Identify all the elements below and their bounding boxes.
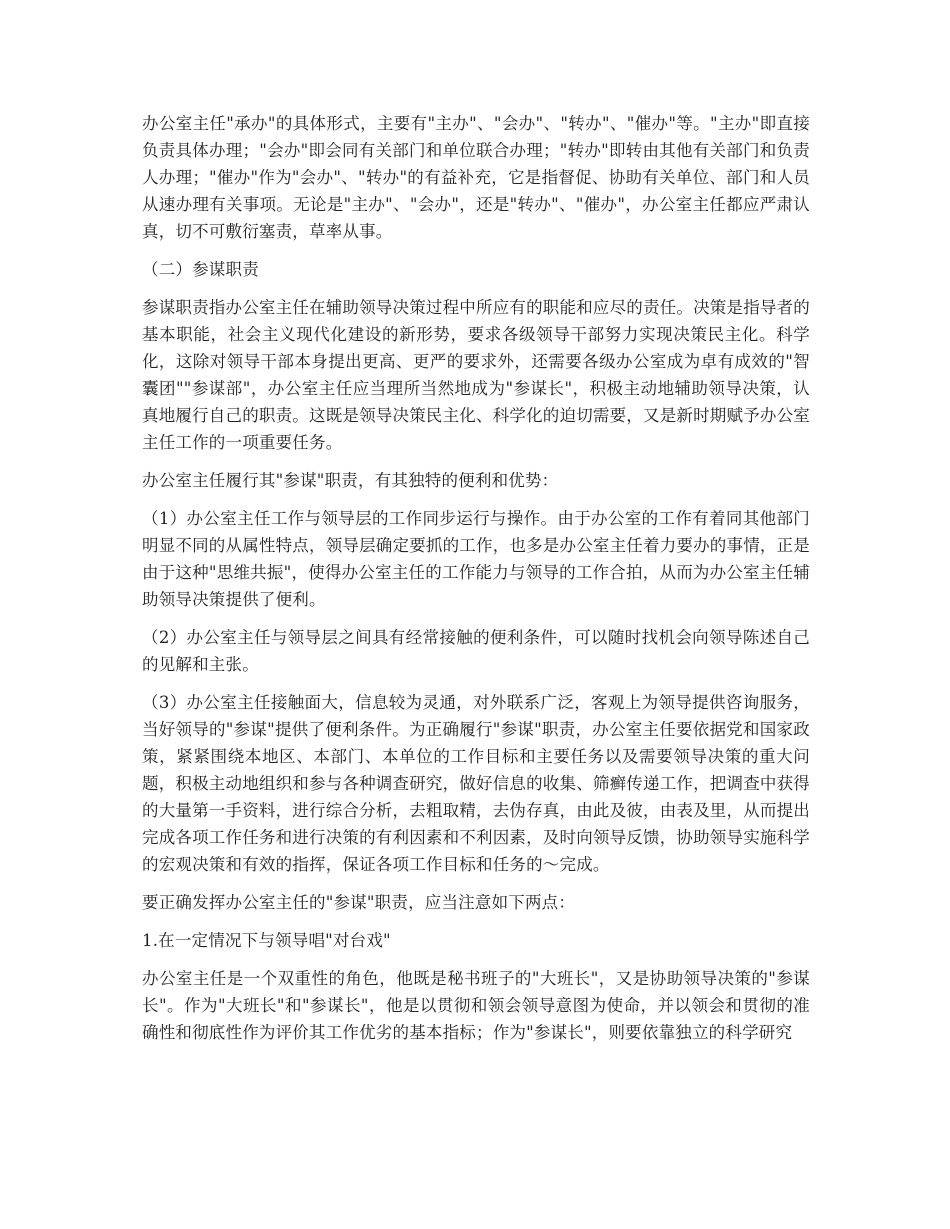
- list-item-advantage-2: （2）办公室主任与领导层之间具有经常接触的便利条件，可以随时找机会向领导陈述自己的见解和主张。: [142, 628, 810, 674]
- paragraph-canmou-definition: 参谋职责指办公室主任在辅助领导决策过程中所应有的职能和应尽的责任。决策是指导者的基本职能，社会主义现代化建设的新形势，要求各级领导干部努力实现决策民主化。科学化，这除对领导干部本身提出更高、更严的要求外，还需要各级办公室成为卓有成效的"智囊团""参谋部"，办公室主任应当理所当然地成为"参谋长"，积极主动地辅助领导决策，认真地履行自己的职责。这既是领导决策民主化、科学化的迫切需要，又是新时期赋予办公室主任工作的一项重要任务。: [142, 298, 810, 452]
- document-page: [142, 110, 810, 1057]
- list-item-advantage-3: （3）办公室主任接触面大，信息较为灵通，对外联系广泛，客观上为领导提供咨询服务，当好领导的"参谋"提供了便利条件。为正确履行"参谋"职责，办公室主任要依据党和国家政策，紧紧围绕本地区、本部门、本单位的工作目标和主要任务以及需要领导决策的重大问题，积极主动地组织和参与各种调查研究，做好信息的收集、筛癣传递工作，把调查中获得的大量第一手资料，进行综合分析，去粗取精，去伪存真，由此及彼，由表及里，从而提出完成各项工作任务和进行决策的有利因素和不利因素，及时向领导反馈，协助领导实施科学的宏观决策和有效的指挥，保证各项工作目标和任务的～完成。: [142, 693, 810, 874]
- subheading-point-1: 1.在一定情况下与领导唱"对台戏": [142, 931, 391, 950]
- paragraph-chengban-forms: 办公室主任"承办"的具体形式，主要有"主办"、"会办"、"转办"、"催办"等。"主办"即直接负责具体办理；"会办"即会同有关部门和单位联合办理；"转办"即转由其他有关部门和负责人办理；"催办"作为"会办"、"转办"的有益补充，它是指督促、协助有关单位、部门和人员从速办理有关事项。无论是"主办"、"会办"，还是"转办"、"催办"，办公室主任都应严肃认真，切不可敷衍塞责，草率从事。: [142, 114, 810, 241]
- section-heading-canmou: （二）参谋职责: [142, 260, 259, 279]
- paragraph-dual-role: 办公室主任是一个双重性的角色，他既是秘书班子的"大班长"，又是协助领导决策的"参谋长"。作为"大班长"和"参谋长"，他是以贯彻和领会领导意图为使命，并以领会和贯彻的准确性和彻底性作为评价其工作优劣的基本指标；作为"参谋长"，则要依靠独立的科学研究: [142, 969, 810, 1042]
- paragraph-advantages-intro: 办公室主任履行其"参谋"职责，有其独特的便利和优势：: [142, 471, 559, 490]
- paragraph-two-points-intro: 要正确发挥办公室主任的"参谋"职责，应当注意如下两点：: [142, 893, 576, 912]
- list-item-advantage-1: （1）办公室主任工作与领导层的工作同步运行与操作。由于办公室的工作有着同其他部门明显不同的从属性特点，领导层确定要抓的工作，也多是办公室主任着力要办的事情，正是由于这种"思维共振"，使得办公室主任的工作能力与领导的工作合拍，从而为办公室主任辅助领导决策提供了便利。: [142, 509, 810, 609]
